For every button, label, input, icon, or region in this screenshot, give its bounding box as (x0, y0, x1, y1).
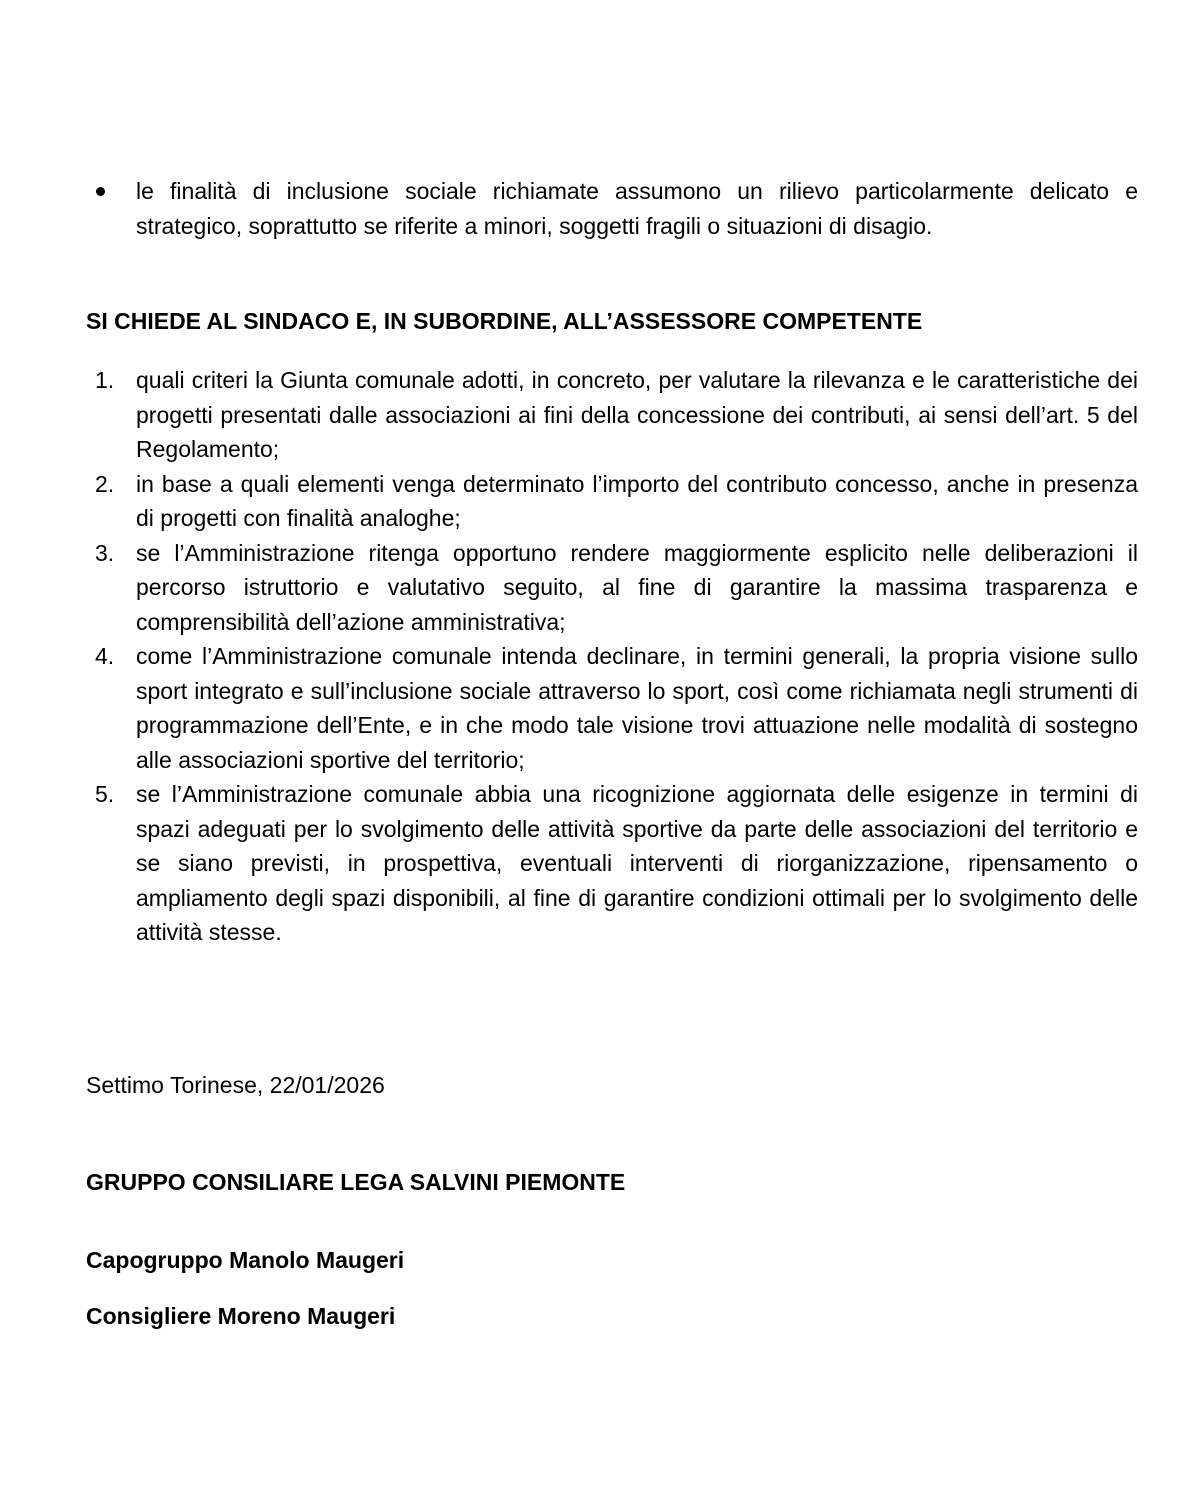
bullet-text: le finalità di inclusione sociale richiamate assumono un rilievo particolarmente delicato e strategico, soprattutto se riferite a minori, soggetti fragili o situazioni di disagio. (136, 178, 1138, 239)
question-text: quali criteri la Giunta comunale adotti, in concreto, per valutare la rilevanza e le caratteristiche dei progetti presentati dalle associazioni ai fini della concessione dei contributi, ai sensi dell’art. 5 del Regolamento; (136, 367, 1138, 462)
place-date: Settimo Torinese, 22/01/2026 (86, 1072, 385, 1098)
question-item-3 (86, 536, 1138, 640)
question-number: 3. (95, 539, 115, 566)
bullet-dot-icon (96, 187, 105, 196)
question-number: 4. (95, 643, 115, 669)
bullet-list (86, 174, 1138, 244)
question-number: 2. (95, 470, 115, 497)
question-text: in base a quali elementi venga determinato l’importo del contributo concesso, anche in presenza di progetti con finalità analoghe; (136, 470, 1138, 531)
question-item-1 (86, 363, 1138, 467)
question-text: come l’Amministrazione comunale intenda declinare, in termini generali, la propria visione sullo sport integrato e sull’inclusione sociale attraverso lo sport, così come richiamata negli strumenti di programmazione dell’Ente, e in che modo tale visione trovi attuazione nelle modalità di sostegno alle associazioni sportive del territorio; (136, 643, 1138, 773)
question-item-2 (86, 467, 1138, 536)
request-heading: SI CHIEDE AL SINDACO E, IN SUBORDINE, ALL’ASSESSORE COMPETENTE (86, 308, 923, 334)
question-number: 1. (95, 367, 115, 393)
question-item-5 (86, 777, 1138, 950)
question-text: se l’Amministrazione comunale abbia una ricognizione aggiornata delle esigenze in termini di spazi adeguati per lo svolgimento delle attività sportive da parte delle associazioni del territorio e se siano previsti, in prospettiva, eventuali interventi di riorganizzazione, ripensamento o ampliamento degli spazi disponibili, al fine di garantire condizioni ottimali per lo svolgimento delle attività stesse. (136, 781, 1138, 945)
question-item-4 (86, 639, 1138, 777)
question-text: se l’Amministrazione ritenga opportuno rendere maggiormente esplicito nelle deliberazioni il percorso istruttorio e valutativo seguito, al fine di garantire la massima trasparenza e comprensibilità dell’azione amministrativa; (136, 539, 1138, 635)
bullet-item (86, 174, 1138, 244)
signatory-councillor: Consigliere Moreno Maugeri (86, 1303, 396, 1329)
question-number: 5. (95, 781, 115, 807)
council-group: GRUPPO CONSILIARE LEGA SALVINI PIEMONTE (86, 1169, 626, 1195)
questions-list (86, 363, 1138, 950)
signatory-group-leader: Capogruppo Manolo Maugeri (86, 1247, 405, 1273)
